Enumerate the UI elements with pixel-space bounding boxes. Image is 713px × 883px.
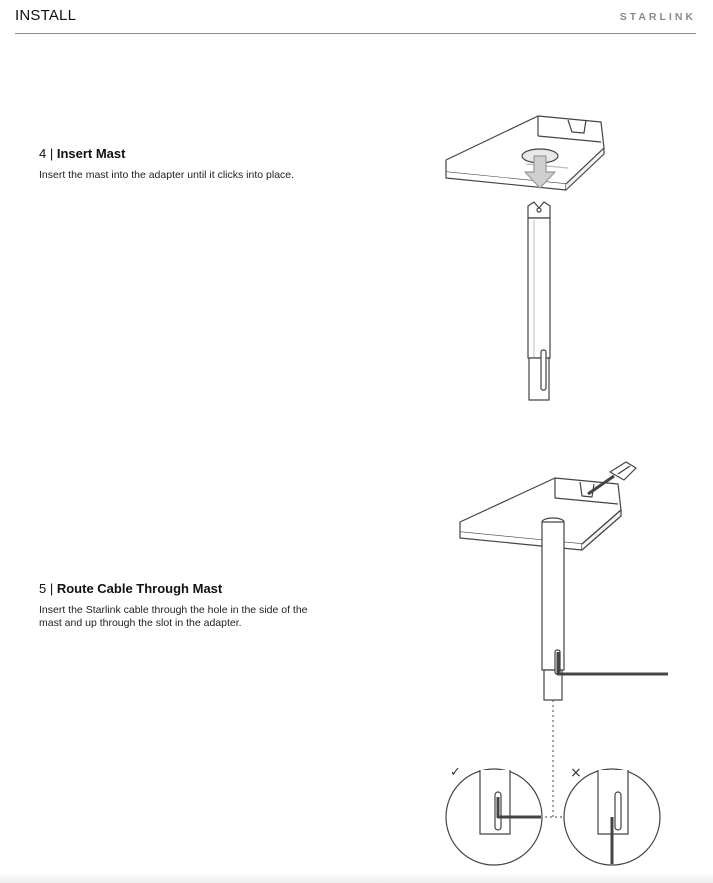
insert-mast-illustration (438, 108, 613, 408)
section-title: INSTALL (15, 7, 77, 24)
correct-detail (446, 769, 542, 865)
step-5-number: 5 | (39, 581, 57, 596)
step-4-heading (39, 146, 339, 161)
adapter-base (446, 116, 604, 190)
mast (542, 518, 668, 700)
step-5 (39, 581, 324, 630)
incorrect-detail (564, 769, 660, 865)
brand-wordmark: STARLINK (619, 11, 696, 23)
step-4-title: Insert Mast (56, 146, 126, 161)
step-4 (39, 146, 339, 182)
page-bottom-edge (0, 873, 713, 883)
cross-icon: × (570, 765, 582, 781)
mast (528, 202, 550, 400)
step-5-text: Insert the Starlink cable through the hole in the side of the mast and up through the slot in the adapter. (39, 604, 308, 629)
step-5-title: Route Cable Through Mast (56, 581, 223, 596)
step-4-text: Insert the mast into the adapter until it clicks into place. (39, 169, 295, 181)
route-cable-illustration (440, 452, 672, 872)
step-5-heading (39, 581, 324, 596)
page-header (15, 0, 696, 34)
step-4-number: 4 | (39, 146, 57, 161)
check-icon: ✓ (450, 765, 461, 780)
